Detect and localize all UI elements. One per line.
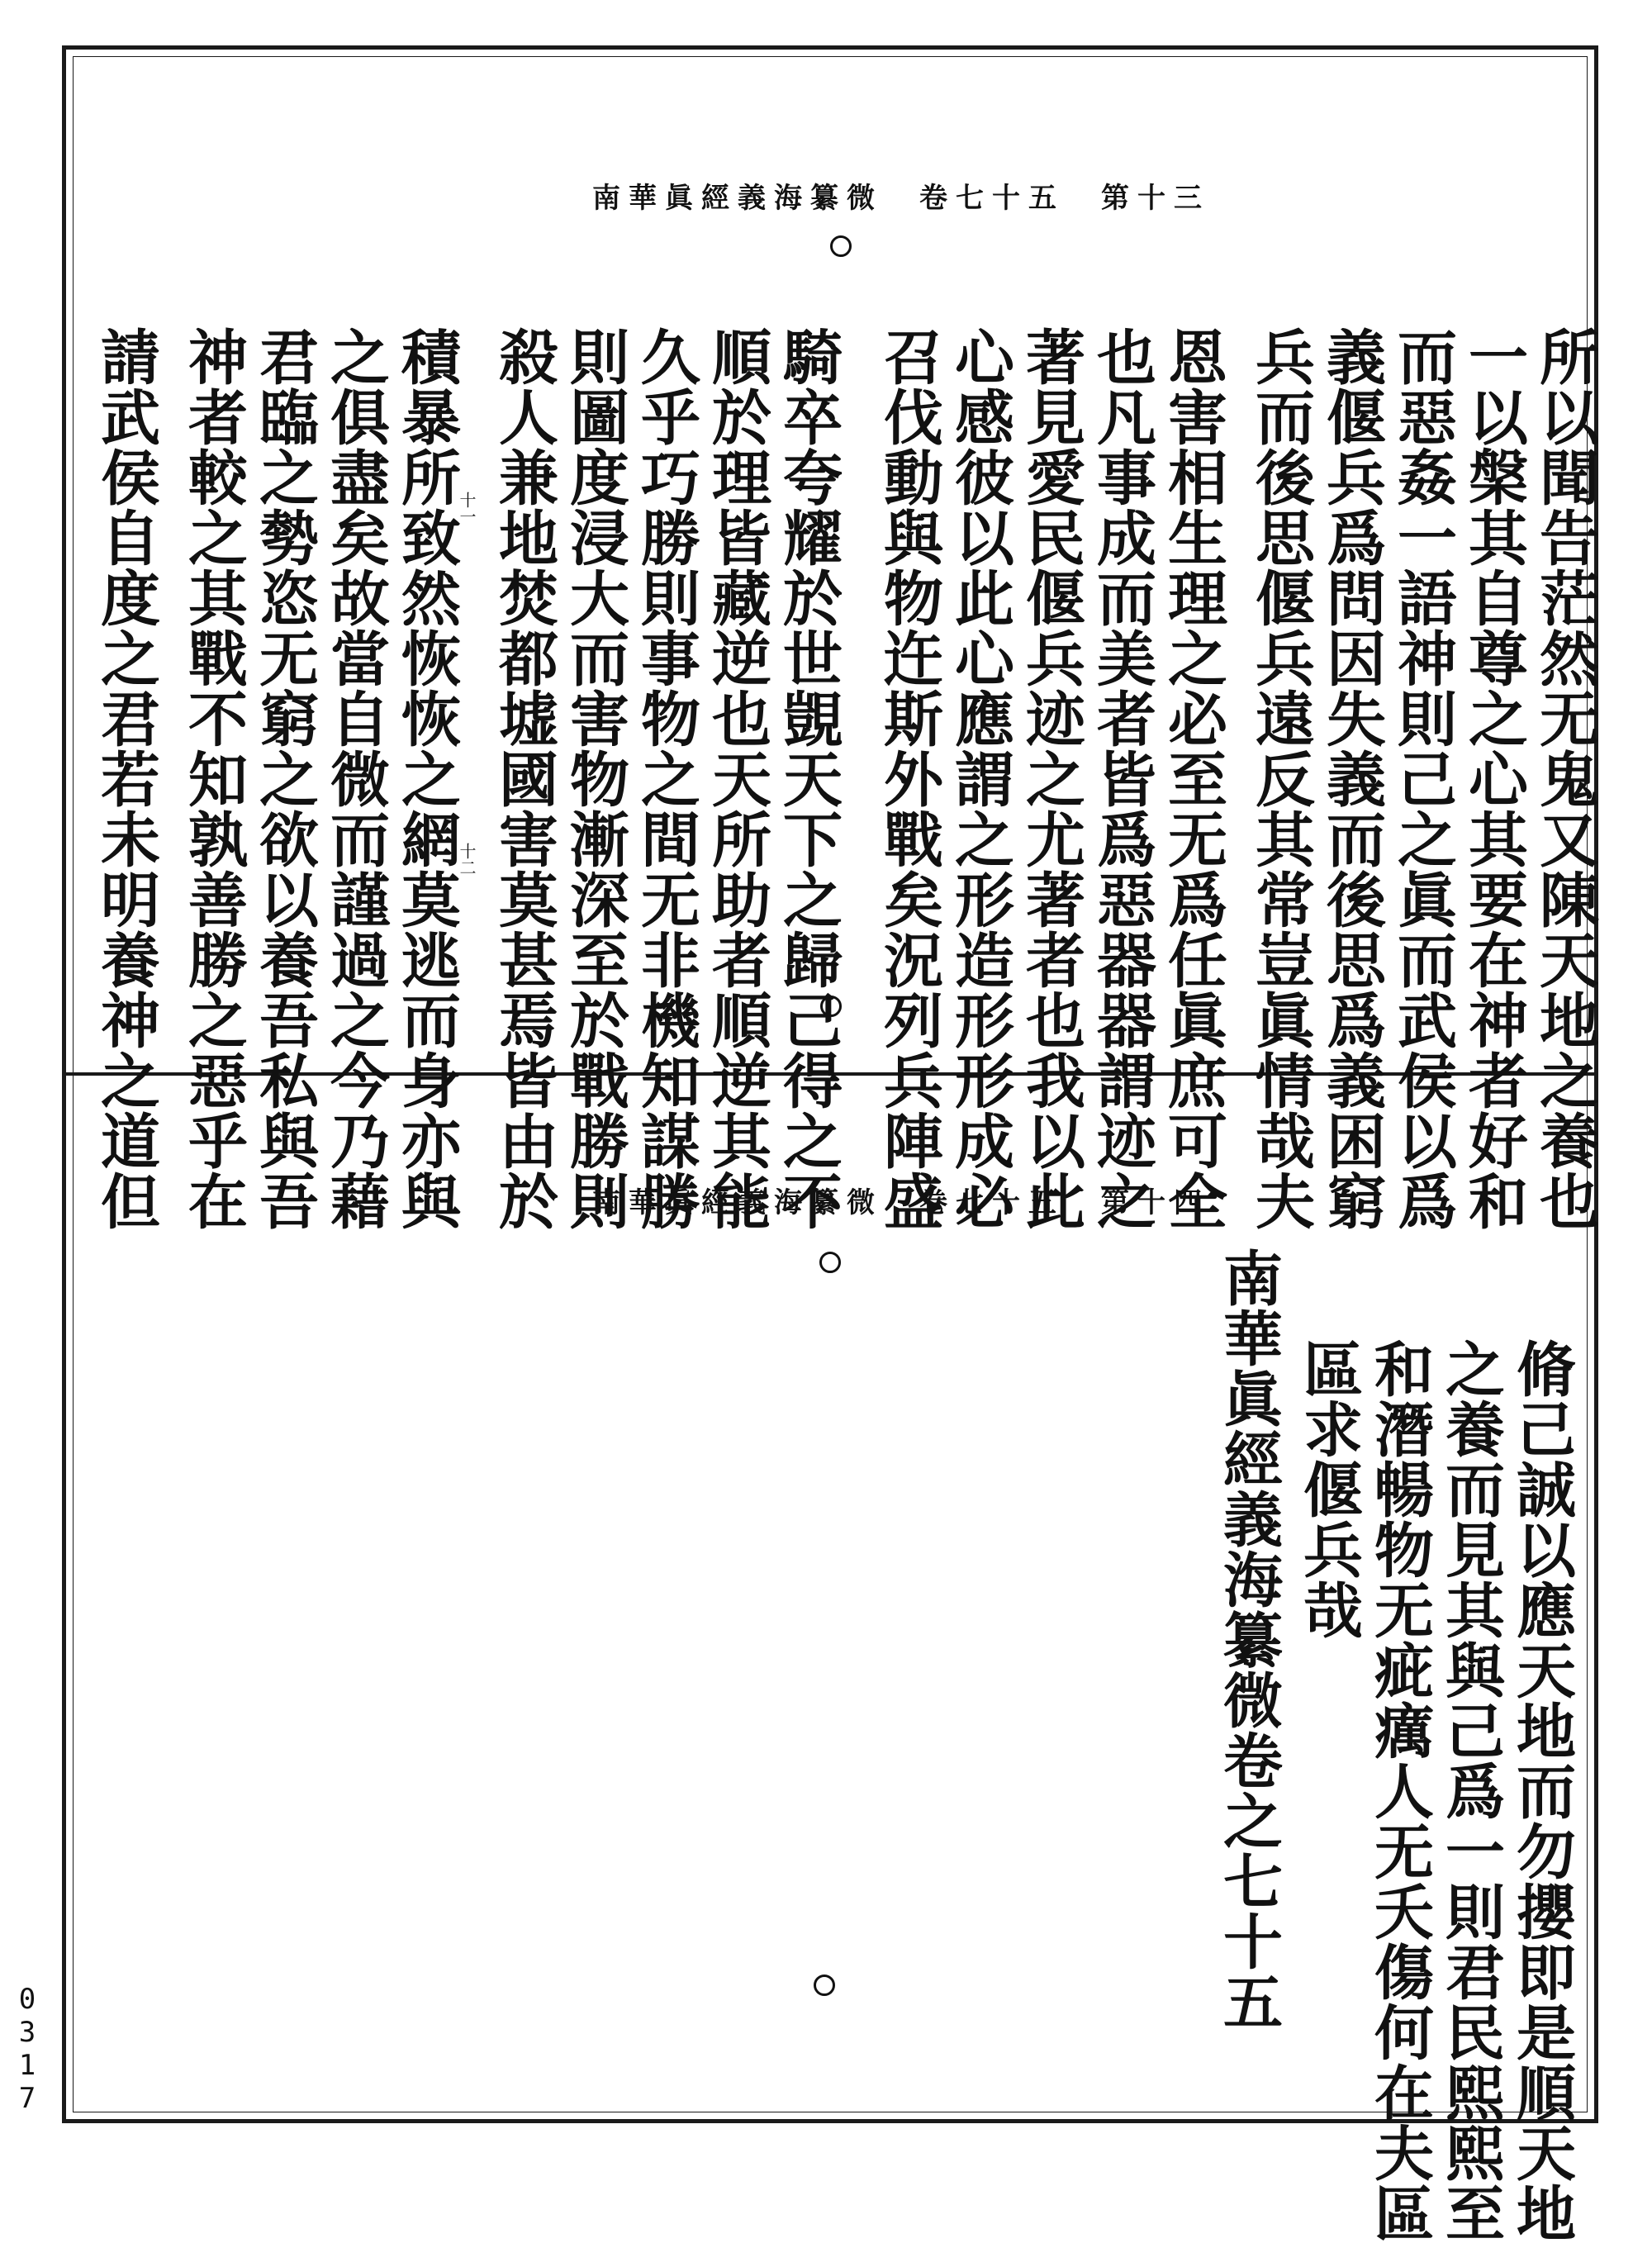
top-column-6: 恩害相生理之必至无爲任眞庶可全 xyxy=(1158,326,1228,1231)
top-column-16: 積暴所致然恢恢之網莫逃而身亦與 xyxy=(392,326,462,1231)
bottom-page-circle-mark-bottom xyxy=(814,1975,835,1996)
top-column-20: 請武侯自度之君若未明養神之道但 xyxy=(91,326,161,1231)
top-column-1: 所以聞告茫然无鬼又陳天地之養也 xyxy=(1530,326,1600,1231)
volume-end-title: 南華眞經義海纂微卷之七十五 xyxy=(1213,1247,1284,2032)
page-digit: 3 xyxy=(18,2016,36,2049)
top-column-5: 兵而後思偃兵遠反其常豈眞情哉夫 xyxy=(1246,326,1316,1231)
top-column-17: 之俱盡矣故當自微而謹過之今乃藉 xyxy=(320,326,391,1231)
top-column-10: 召伐動與物迕斯外戰矣況列兵陣盛 xyxy=(874,326,944,1231)
bottom-column-4: 區求偃兵哉 xyxy=(1294,1338,1364,1640)
top-column-18: 君臨之勢恣无窮之欲以養吾私與吾 xyxy=(249,326,320,1231)
top-column-15: 殺人兼地焚都墟國害莫甚焉皆由於 xyxy=(489,326,559,1231)
top-page-note-2: 十二 xyxy=(457,843,477,876)
top-page-note-1: 十一 xyxy=(457,492,477,525)
bottom-column-3: 和潛暢物无疵癘人无夭傷何在夫區 xyxy=(1365,1338,1435,2243)
top-page-header: 南華眞經義海纂微 卷七十五 第十三 xyxy=(592,182,1210,215)
top-column-8: 著見愛民偃兵迹之尤著者也我以此 xyxy=(1016,326,1086,1231)
top-page-circle-mark xyxy=(830,235,852,257)
top-column-11: 騎卒夸耀於世覬天下之歸己得之不 xyxy=(773,326,843,1231)
top-column-19: 神者較之其戰不知孰善勝之惡乎在 xyxy=(178,326,249,1231)
top-column-13: 久乎巧勝則事物之間无非機知謀勝 xyxy=(631,326,701,1231)
bottom-page-circle-mark xyxy=(819,1252,841,1273)
bottom-column-1: 脩己誠以應天地而勿攖即是順天地 xyxy=(1507,1338,1577,2243)
top-column-12: 順於理皆藏逆也天所助者順逆其能 xyxy=(702,326,772,1231)
margin-page-number xyxy=(15,1983,40,2115)
top-column-4: 義偃兵爲問因失義而後思爲義困窮 xyxy=(1317,326,1387,1231)
top-column-2: 一以槃其自尊之心其要在神者好和 xyxy=(1459,326,1529,1231)
page-digit: 7 xyxy=(18,2082,36,2115)
bottom-page-header: 南華眞經義海纂微 卷七十五 第十四 xyxy=(592,1186,1210,1219)
top-column-3: 而惡姦一語神則己之眞而武侯以爲 xyxy=(1388,326,1458,1231)
page-digit: 1 xyxy=(18,2049,36,2082)
bottom-column-2: 之養而見其與己爲一則君民熙熙至 xyxy=(1436,1338,1506,2243)
top-column-14: 則圖度浸大而害物漸深至於戰勝則 xyxy=(560,326,630,1231)
top-column-9: 心感彼以此心應謂之形造形形成必 xyxy=(945,326,1015,1231)
page-digit: 0 xyxy=(18,1983,36,2016)
top-column-7: 也凡事成而美者皆爲惡器器謂迹之 xyxy=(1087,326,1157,1231)
